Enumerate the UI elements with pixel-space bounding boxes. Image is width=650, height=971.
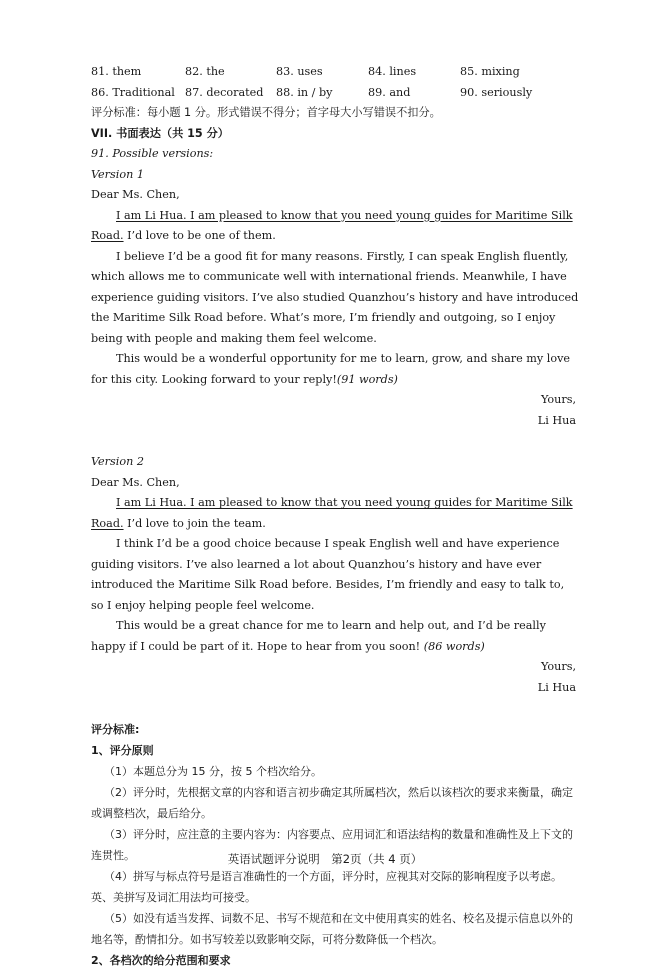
rubric-section-1: 1、评分原则 <box>91 744 154 757</box>
answer-87: 87. decorated <box>185 85 264 99</box>
version-2-label: Version 2 <box>91 455 144 468</box>
rubric-item-3: （3）评分时，应注意的主要内容为：内容要点、应用词汇和语法结构的数量和准确性及上下文的连贯性。 <box>91 828 573 862</box>
spacer <box>91 431 580 452</box>
version-1-label: Version 1 <box>91 167 144 181</box>
question-91-label: 91. Possible versions: <box>91 147 214 160</box>
answer-82: 82. the <box>185 65 225 78</box>
answer-89: 89. and <box>368 85 411 99</box>
answer-84: 84. lines <box>368 65 417 78</box>
version-2-opening-rest: I’d love to join the team. <box>123 516 266 530</box>
version-2-signature: Li Hua <box>537 680 576 694</box>
spacer <box>91 698 580 719</box>
rubric-item-2: （2）评分时，先根据文章的内容和语言初步确定其所属档次，然后以该档次的要求来衡量，确定或调整档次，最后给分。 <box>91 786 573 820</box>
version-1-paragraph-3-text: This would be a wonderful opportunity for me to learn, grow, and share my love for this city. Looking forward to your reply! <box>91 352 571 386</box>
version-2-word-count: (86 words) <box>423 639 485 653</box>
version-2-opening-underlined: I am Li Hua. I am pleased to know that you need young guides for Maritime Silk Road. <box>91 496 573 530</box>
page-footer: 英语试题评分说明 第2页（共 4 页） <box>227 852 423 866</box>
rubric-item-5: （5）如没有适当发挥、词数不足、书写不规范和在文中使用真实的姓名、校名及提示信息以外的地名等，酌情扣分。如书写较差以致影响交际，可将分数降低一个档次。 <box>91 912 573 946</box>
scoring-note: 评分标准：每小题 1 分。形式错误不得分；首字母大小写错误不扣分。 <box>91 106 441 119</box>
rubric-item-1: （1）本题总分为 15 分，按 5 个档次给分。 <box>104 765 322 778</box>
answer-row-2 <box>91 83 580 104</box>
version-1-paragraph-2: I believe I’d be a good fit for many reasons. Firstly, I can speak English fluently, which allows me to communicate well with international friends. Meanwhile, I have experience guiding visitors. I’ve also studied Quanzhou’s history and have introduced the Maritime Silk Road before. What’s more, I’m friendly and outgoing, so I enjoy being with people and making them feel welcome. <box>91 249 579 345</box>
answer-row-1 <box>91 62 580 83</box>
version-1-opening-underlined: I am Li Hua. I am pleased to know that you need young guides for Maritime Silk Road. <box>91 208 573 242</box>
version-1-closing: Yours, <box>541 393 576 406</box>
answer-86: 86. Traditional <box>91 85 175 99</box>
version-1-paragraph-3 <box>91 349 580 390</box>
version-2-salutation: Dear Ms. Chen, <box>91 475 180 489</box>
rubric-title: 评分标准: <box>91 723 140 736</box>
version-1-opening-rest: I’d love to be one of them. <box>123 229 276 242</box>
version-2-paragraph-2: I think I’d be a good choice because I speak English well and have experience guiding visitors. I’ve also learned a lot about Quanzhou’s history and have ever introduced the Maritime Silk Road before. Besides, I’m friendly and easy to talk to, so I enjoy helping people feel welcome. <box>91 537 565 612</box>
answer-85: 85. mixing <box>460 65 520 78</box>
rubric-item-4: （4）拼写与标点符号是语言准确性的一个方面，评分时，应视其对交际的影响程度予以考虑。英、美拼写及词汇用法均可接受。 <box>91 870 562 904</box>
version-1-signature: Li Hua <box>537 413 576 427</box>
version-2-paragraph-3 <box>91 616 580 657</box>
section-heading: VII. 书面表达（共 15 分） <box>91 126 229 140</box>
answer-81: 81. them <box>91 65 142 78</box>
version-2-paragraph-3-text: This would be a great chance for me to learn and help out, and I’d be really happy if I could be part of it. Hope to hear from you soon! <box>91 619 546 653</box>
version-1-word-count: (91 words) <box>336 372 398 386</box>
version-2-closing: Yours, <box>541 660 576 673</box>
answer-90: 90. seriously <box>460 85 533 99</box>
version-1-paragraph-1 <box>91 206 580 247</box>
answer-88: 88. in / by <box>276 85 333 99</box>
version-2-paragraph-1 <box>91 493 580 534</box>
answer-83: 83. uses <box>276 65 323 78</box>
rubric-section-2: 2、各档次的给分范围和要求 <box>91 954 231 967</box>
rubric <box>91 719 580 971</box>
version-1-salutation: Dear Ms. Chen, <box>91 188 180 201</box>
